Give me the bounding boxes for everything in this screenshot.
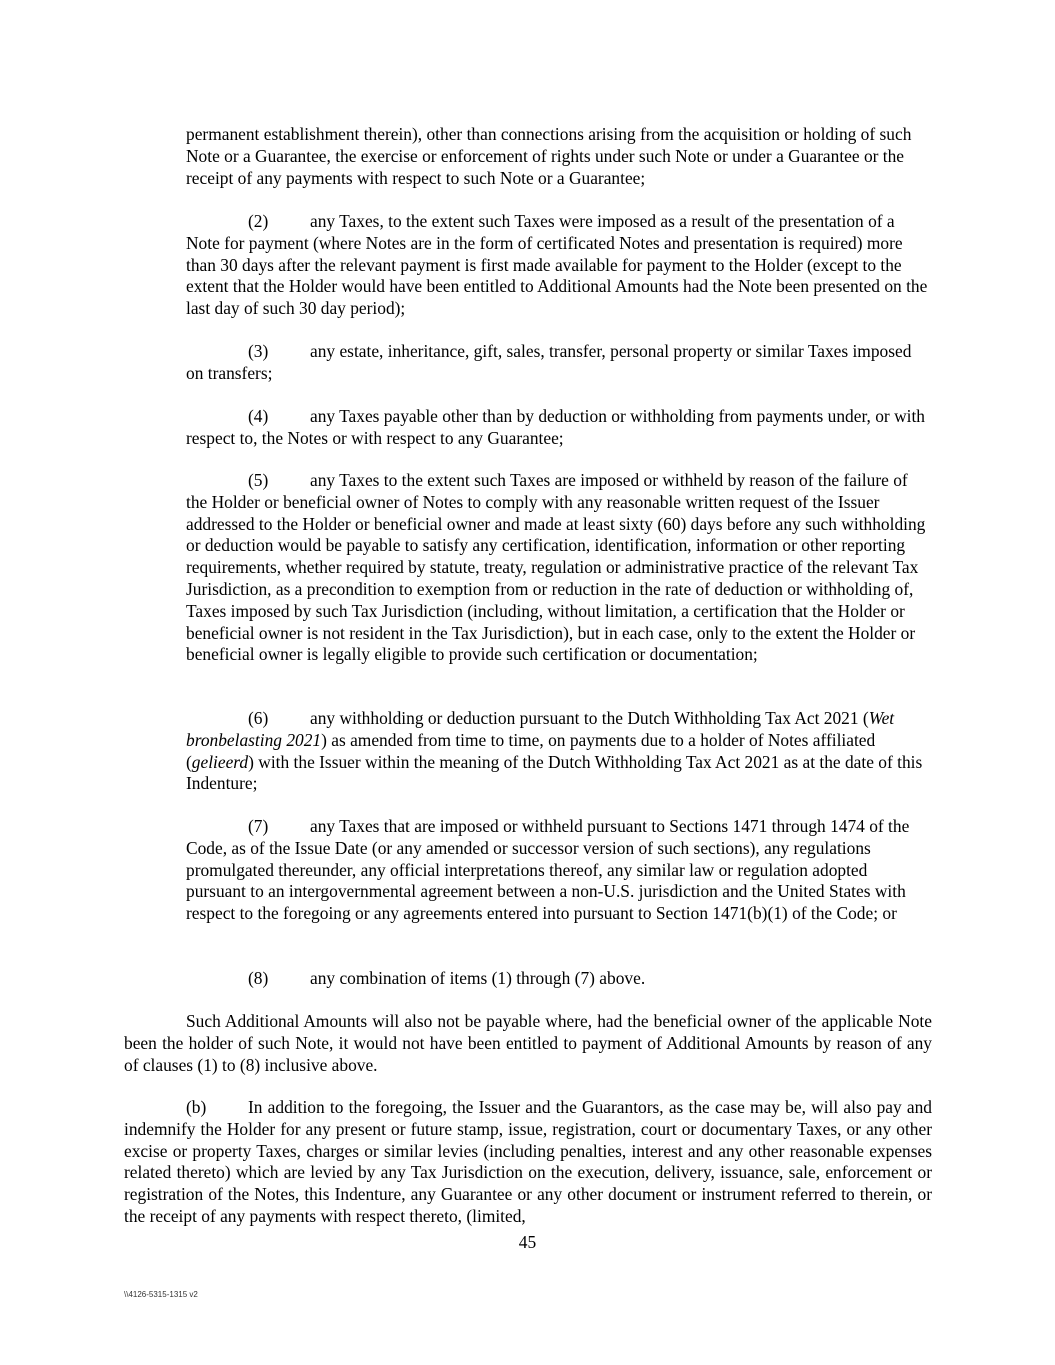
item-text-italic-1: Wet bronbelasting 2021 [186,708,895,750]
item-text: any Taxes that are imposed or withheld pursuant to Sections 1471 through 1474 of the Code, as of the Issue Date (or any amended or successor version of such sections), any regulations promulgated thereunder, any official interpretations thereof, any similar law or regulation adopted pursuant to an intergovernmental agreement between a non-U.S. jurisdiction and the United States with respect to the foregoing or any agreements entered into pursuant to Section 1471(b)(1) of the Code; or [186,816,910,924]
item-text-italic-2: gelieerd [191,751,249,772]
list-item-5 [186,470,931,666]
item-number: (3) [248,341,269,361]
document-id-footer: \\4126-5315-1315 v2 [124,1290,198,1299]
list-item-8 [186,968,931,990]
paragraph-number: (b) [186,1097,207,1117]
list-item-3 [186,341,931,385]
item-number: (5) [248,470,269,490]
item-text: any Taxes, to the extent such Taxes were imposed as a result of the presentation of a Note for payment (where Notes are in the form of certificated Notes and presentation is required) more than 30 days after the relevant payment is first made available for payment to the Holder (except to the extent that the Holder would have been entitled to Additional Amounts had the Note been presented on the last day of such 30 day period); [186,211,928,319]
item-text: any estate, inheritance, gift, sales, transfer, personal property or similar Taxes imposed on transfers; [186,341,912,383]
paragraph-continuation: permanent establishment therein), other than connections arising from the acquisition or holding of such Note or a Guarantee, the exercise or enforcement of rights under such Note or under a Guarantee or the receipt of any payments with respect to such Note or a Guarantee; [186,124,912,188]
list-item-4 [186,406,931,450]
item-text: any combination of items (1) through (7) above. [310,968,646,988]
paragraph-such-additional-amounts [124,1011,932,1076]
list-item-7 [186,816,931,925]
paragraph-text: In addition to the foregoing, the Issuer and the Guarantors, as the case may be, will also pay and indemnify the Holder for any present or future stamp, issue, registration, court or documentary Taxes, or any other excise or property Taxes, charges or similar levies (including penalties, interest and any other reasonable expenses related thereto) which are levied by any Tax Jurisdiction on the execution, delivery, issuance, sale, enforcement or registration of the Notes, this Indenture, any Guarantee or any other document or instrument referred to therein, or the receipt of any payments with respect thereto, (limited, [124,1097,932,1226]
list-item-2 [186,211,931,320]
item-number: (2) [248,211,269,231]
list-item-6 [186,708,931,795]
item-text-c: ) with the Issuer within the meaning of the Dutch Withholding Tax Act 2021 as at the date of this Indenture; [186,751,923,794]
page-number: 45 [518,1232,537,1252]
item-text: any Taxes payable other than by deduction or withholding from payments under, or with respect to, the Notes or with respect to any Guarantee; [186,406,925,448]
paragraph-text: Such Additional Amounts will also not be payable where, had the beneficial owner of the applicable Note been the holder of such Note, it would not have been entitled to payment of Additional Amounts by reason of any of clauses (1) to (8) inclusive above. [124,1011,932,1075]
item-text: any Taxes to the extent such Taxes are imposed or withheld by reason of the failure of the Holder or beneficial owner of Notes to comply with any reasonable written request of the Issuer addressed to the Holder or beneficial owner and made at least sixty (60) days before any such withholding or deduction would be payable to satisfy any certification, identification, information or other reporting requirements, whether required by statute, treaty, regulation or administrative practice of the relevant Tax Jurisdiction, as a precondition to exemption from or reduction in the rate of deduction or withholding of, Taxes imposed by such Tax Jurisdiction (including, without limitation, a certification that the Holder or beneficial owner is not resident in the Tax Jurisdiction), but in each case, only to the extent the Holder or beneficial owner is legally eligible to provide such certification or documentation; [186,470,926,665]
paragraph-b [124,1097,932,1228]
item-text-a: any withholding or deduction pursuant to the Dutch Withholding Tax Act 2021 ( [310,708,869,728]
item-number: (8) [248,968,269,988]
item-number: (6) [248,708,269,728]
item-text-b: ) as amended from time to time, on payments due to a holder of Notes affiliated ( [186,729,876,772]
item-number: (4) [248,406,269,426]
item-number: (7) [248,816,269,836]
